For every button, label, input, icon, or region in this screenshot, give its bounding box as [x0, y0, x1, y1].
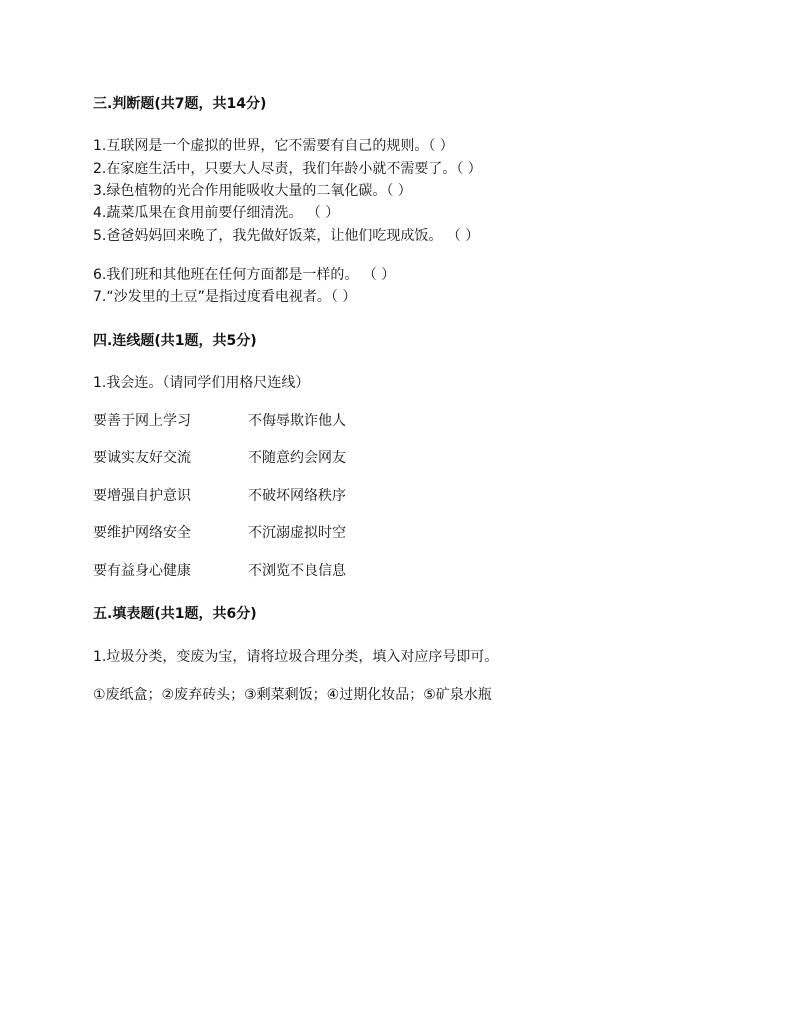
matching-left-item-4: 要维护网络安全 — [93, 525, 191, 541]
true-false-item-3: 3.绿色植物的光合作用能吸收大量的二氧化碳。（ ） — [93, 183, 412, 199]
matching-right-item-3: 不破坏网络秩序 — [248, 488, 346, 504]
fill-table-question: 1.垃圾分类，变废为宝，请将垃圾合理分类，填入对应序号即可。 — [93, 649, 499, 665]
matching-right-item-4: 不沉溺虚拟时空 — [248, 525, 346, 541]
matching-right-item-2: 不随意约会网友 — [248, 450, 346, 466]
true-false-item-7: 7.“沙发里的土豆”是指过度看电视者。（ ） — [93, 289, 357, 305]
matching-left-item-3: 要增强自护意识 — [93, 488, 191, 504]
true-false-item-5: 5.爸爸妈妈回来晚了，我先做好饭菜，让他们吃现成饭。 （ ） — [93, 228, 480, 244]
matching-question: 1.我会连。（请同学们用格尺连线） — [93, 375, 310, 391]
matching-right-item-1: 不侮辱欺诈他人 — [248, 413, 346, 429]
section-4-title: 四.连线题(共1题，共5分) — [93, 333, 257, 349]
matching-left-item-2: 要诚实友好交流 — [93, 450, 191, 466]
fill-table-options: ①废纸盒；②废弃砖头；③剩菜剩饭；④过期化妆品；⑤矿泉水瓶 — [93, 687, 492, 703]
matching-right-item-5: 不浏览不良信息 — [248, 563, 346, 579]
matching-left-item-1: 要善于网上学习 — [93, 413, 191, 429]
true-false-item-2: 2.在家庭生活中，只要大人尽责，我们年龄小就不需要了。（ ） — [93, 161, 482, 177]
true-false-item-4: 4.蔬菜瓜果在食用前要仔细清洗。 （ ） — [93, 205, 340, 221]
true-false-item-6: 6.我们班和其他班在任何方面都是一样的。 （ ） — [93, 267, 396, 283]
section-5-title: 五.填表题(共1题，共6分) — [93, 606, 257, 622]
section-3-title: 三.判断题(共7题，共14分) — [93, 96, 267, 112]
true-false-item-1: 1.互联网是一个虚拟的世界，它不需要有自己的规则。（ ） — [93, 138, 454, 154]
matching-left-item-5: 要有益身心健康 — [93, 563, 191, 579]
